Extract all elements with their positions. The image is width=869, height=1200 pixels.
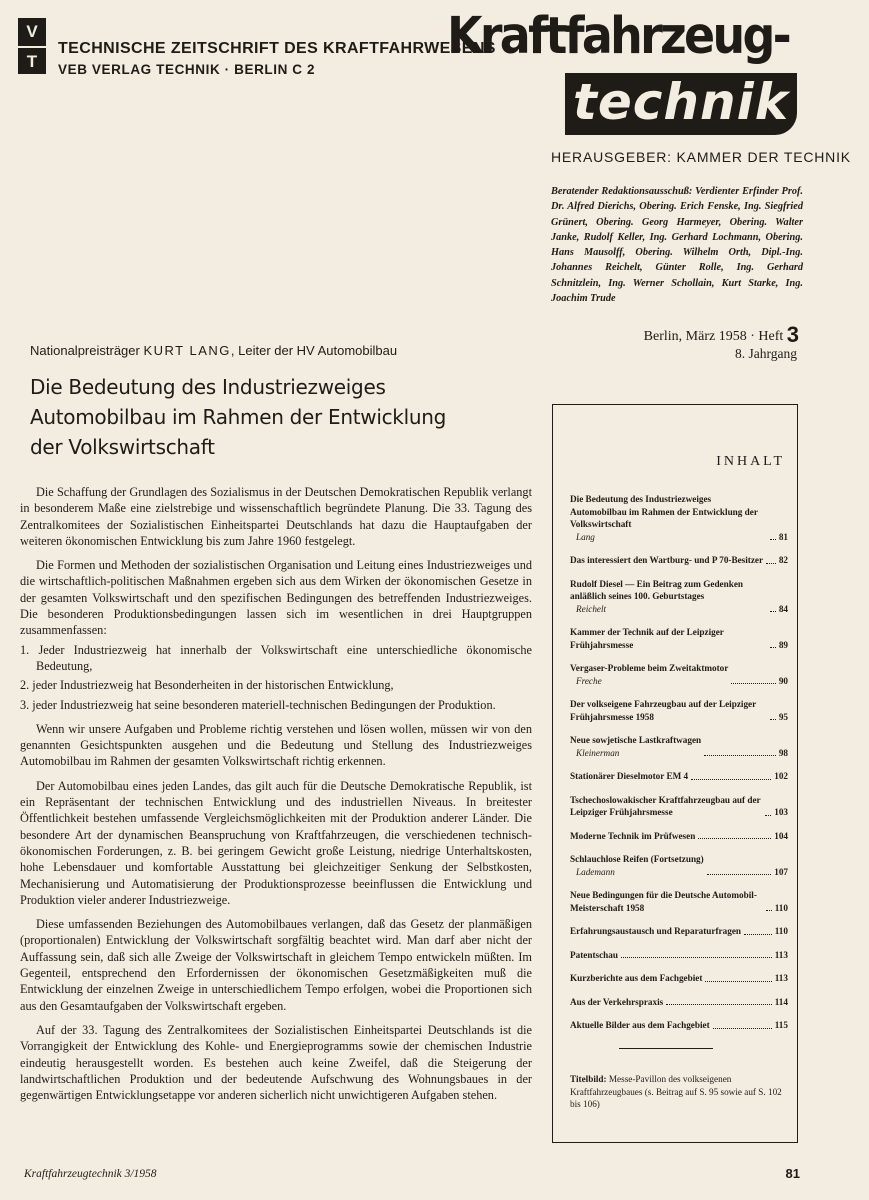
toc-entry-title: Neue Bedingungen für die Deutsche Automobil-Meisterschaft 1958 [570,890,757,913]
toc-leader-dots [713,1028,772,1029]
toc-entry-title: Aktuelle Bilder aus dem Fachgebiet [570,1020,710,1030]
toc-entry-text [570,554,763,567]
toc-entry-text [570,925,741,938]
paragraph: Wenn wir unsere Aufgaben und Probleme richtig verstehen und lösen wollen, müssen wir von den genannten Gesichtspunkten ausgehen und die Bedeutung und Stellung des Industriezweiges Automobilbau im Rahmen der gesamten Volkswirtschaft richtig erkennen. [20,721,532,769]
toc-entry-text [570,889,763,914]
publisher-logo [18,18,46,74]
toc-entry-author: Reichelt [576,603,607,614]
toc-entry-page: 90 [778,675,788,686]
toc-entry-title: Rudolf Diesel — Ein Beitrag zum Gedenken anläßlich seines 100. Geburtstages [570,578,744,601]
toc-leader-dots [666,1004,771,1005]
toc-entry-page: 82 [778,555,788,565]
table-of-contents [552,404,798,1143]
toc-leader-dots [731,683,775,684]
article-body [20,484,532,1111]
toc-leader-dots [705,981,771,982]
paragraph: Die Schaffung der Grundlagen des Sozialismus in der Deutschen Demokratischen Republik verlangt in besonderem Maße eine zielstrebige und wissenschaftlich begründete Planung. Die 33. Tagung des Zentralkomitees der Sozialistischen Einheitspartei Deutschlands hat dazu die Hauptaufgaben der weiteren ökonomischen Entwicklung bis zum Jahre 1960 festgelegt. [20,485,532,548]
toc-entry-row [570,794,788,819]
editorial-committee: Beratender Redaktionsausschuß: Verdienter Erfinder Prof. Dr. Alfred Dierichs, Obering. Erich Fenske, Ing. Siegfried Grünert, Obering. Georg Harmeyer, Obering. Walter Janke, Rudolf Keller, Ing. Gerhard Lochmann, Obering. Hans Mausolff, Obering. Wilhelm Orth, Dipl.-Ing. Johannes Reichelt, Günter Rolle, Ing. Gerhard Schnitzlein, Ing. Werner Schollain, Kurt Starke, Ing. Joachim Trude [551,186,803,305]
herausgeber-line: HERAUSGEBER: KAMMER DER TECHNIK [551,149,851,165]
toc-entry-row [570,662,788,687]
toc-entry [570,493,788,543]
toc-entry-title: Neue sowjetische Lastkraftwagen [570,735,702,745]
toc-entry [570,830,788,843]
toc-entry [570,889,788,914]
toc-entry-page: 115 [774,1020,788,1030]
author-suffix: , Leiter der HV Automobilbau [230,343,398,358]
toc-entry-row [570,734,788,759]
title-line: Automobilbau im Rahmen der Entwicklung [30,405,446,429]
toc-entry-text [570,853,704,878]
toc-entry-page: 84 [778,603,788,614]
toc-entry-title: Der volkseigene Fahrzeugbau auf der Leipziger Frühjahrsmesse 1958 [570,699,757,722]
toc-entry-text [570,662,728,687]
paragraph: Diese umfassenden Beziehungen des Automobilbaues verlangen, daß das Gesetz der planmäßigen (proportionalen) Entwicklung der Volkswirtschaft sorgfältig beachtet wird. Man darf aber nicht der Auffassung sein, daß sich alle Zweige der Volkswirtschaft in gleichem Tempo entwickeln müßten. Im Gegenteil, entsprechend den Erfordernissen der ökonomischen Gesetzmäßigkeiten muß die Entwicklung der einzelnen Zweige in unterschiedlichem Tempo erfolgen, wobei die Proportionen sich aus den Gesamtaufgaben der Volkswirtschaft ergeben. [20,917,532,1013]
toc-entry-row [570,830,788,843]
toc-entry-row [570,578,788,616]
author-name: KURT LANG [143,343,231,358]
masthead-subtitle: technik [565,73,797,135]
toc-leader-dots [766,563,776,564]
toc-entry-title: Stationärer Dieselmotor EM 4 [570,771,689,781]
logo-letter-top: V [26,22,38,41]
issue-number: 3 [786,322,799,347]
toc-entry-page: 107 [774,866,788,877]
toc-entry [570,853,788,878]
logo-letter-bottom: T [18,46,46,76]
toc-entry-title: Aus der Verkehrspraxis [570,996,664,1007]
toc-entry-text [570,578,767,616]
toc-entry-text [570,1019,710,1032]
toc-entry-page: 89 [778,639,788,650]
toc-entry-title: Die Bedeutung des Industriezweiges Automobilbau im Rahmen der Entwicklung der Volkswirtschaft [570,494,758,529]
toc-entry-row [570,1019,788,1032]
toc-entry-row [570,493,788,543]
toc-leader-dots [770,719,776,720]
toc-heading: INHALT [716,454,785,469]
toc-entry-row [570,554,788,567]
toc-entry-title: Schlauchlose Reifen (Fortsetzung) [570,854,704,864]
toc-entry-text [570,972,702,985]
toc-entry-text [570,830,695,843]
volume-year: 8. Jahrgang [735,346,797,361]
toc-entry-page: 114 [774,996,788,1007]
issue-dateline [551,322,799,348]
toc-entry [570,626,788,651]
toc-entry-title: Das interessiert den Wartburg- und P 70-Besitzer [570,555,764,565]
toc-leader-dots [765,815,771,816]
toc-leader-dots [770,611,776,612]
toc-entry-page: 110 [774,902,788,913]
article-title [30,372,530,462]
toc-entry-title: Patentschau [570,949,618,960]
publication-name: TECHNISCHE ZEITSCHRIFT DES KRAFTFAHRWESENS [58,40,496,57]
toc-entry-text [570,493,767,543]
toc-entry-row [570,853,788,878]
toc-entry-page: 102 [774,771,788,781]
toc-leader-dots [621,957,772,958]
toc-leader-dots [691,779,771,780]
toc-entry-row [570,698,788,723]
footer-journal: Kraftfahrzeugtechnik 3/1958 [24,1168,157,1180]
toc-entry-title: Tschechoslowakischer Kraftfahrzeugbau auf der Leipziger Frühjahrsmesse [570,794,761,817]
toc-entry [570,996,788,1009]
toc-entry-author: Freche [576,675,602,686]
toc-entry-author: Lang [576,531,595,542]
issue-date: Berlin, März 1958 · Heft [643,329,784,344]
toc-entry [570,794,788,819]
toc-entry-row [570,949,788,962]
paragraph: Der Automobilbau eines jeden Landes, das gilt auch für die Deutsche Demokratische Republik, ist ein Repräsentant der technischen Entwicklung und des industriellen Niveaus. In breitester Öffentlichkeit bestehen umfassende Vergleichsmöglichkeiten mit der Produktion anderer Länder. Die besondere Art der dynamischen Beanspruchung von Kraftfahrzeugen, die verschiedenen technisch-ökonomischen Forderungen, z. B. bei geringem Gewicht große Leistung, niedrige Unterhaltskosten, hohe Lebensdauer und komfortable Ausstattung bei gleichzeitiger Senkung der Selbstkosten, Mechanisierung und Automatisierung der Produktionsprozesse beeinflussen die Entwicklung und Produktion vieler anderer Industriezweige. [20,778,532,907]
cover-caption-label: Titelbild: [570,1074,607,1084]
toc-entry-page: 104 [774,830,788,841]
toc-leader-dots [770,539,776,540]
toc-leader-dots [707,874,772,875]
toc-leader-dots [744,934,772,935]
list-item: 3. jeder Industriezweig hat seine besonderen materiell-technischen Bedingungen der Produktion. [20,697,496,712]
toc-entry [570,925,788,938]
toc-entry [570,662,788,687]
toc-entry [570,698,788,723]
toc-entry-row [570,889,788,914]
title-line: Die Bedeutung des Industriezweiges [30,375,386,399]
toc-entry-title: Moderne Technik im Prüfwesen [570,830,696,841]
toc-leader-dots [770,647,776,648]
page-number: 81 [785,1166,800,1181]
toc-leader-dots [698,838,771,839]
toc-entry-text [570,698,767,723]
toc-entry-text [570,734,701,759]
author-prefix: Nationalpreisträger [30,343,140,358]
toc-entry [570,578,788,616]
toc-entry-page: 103 [774,807,788,817]
publisher-address: VEB VERLAG TECHNIK · BERLIN C 2 [58,62,316,77]
toc-entry-text [570,949,618,962]
toc-entry [570,734,788,759]
paragraph: Auf der 33. Tagung des Zentralkomitees der Sozialistischen Einheitspartei Deutschlands ist die Vorrangigkeit der Entwicklung des Kohle- und Energieprogramms sowie der chemischen Industrie eindeutig herausgestellt worden. Es bestehen auch keine Zweifel, daß die Steigerung der landwirtschaftlichen Produktion und der bedeutende Aufschwung des Wohnungsbaues in der gegenwärtigen Entwicklungsetappe vor anderen sicherlich nicht unwichtigeren Aufgaben stehen. [20,1022,532,1103]
toc-entry-text [570,770,688,783]
toc-entry-row [570,996,788,1009]
toc-entry [570,554,788,567]
masthead-title: Kraftfahrzeug- [447,7,789,66]
toc-entry-page: 98 [778,747,788,758]
article-author [30,343,397,358]
toc-entry-title: Kurzberichte aus dem Fachgebiet [570,973,703,983]
toc-entry [570,949,788,962]
toc-entry-page: 81 [778,531,788,542]
title-line: der Volkswirtschaft [30,435,215,459]
toc-entry-text [570,996,663,1009]
toc-entry [570,972,788,985]
list-item: 1. Jeder Industriezweig hat innerhalb der Volkswirtschaft eine unterschiedliche ökonomische Bedeutung, [20,642,532,673]
toc-entry-author: Kleinerman [576,747,620,758]
toc-entry-page: 95 [778,711,788,722]
toc-entry-title: Kammer der Technik auf der Leipziger Frühjahrsmesse [570,627,724,650]
toc-leader-dots [766,910,772,911]
toc-entry-page: 113 [774,973,788,983]
toc-leader-dots [704,755,776,756]
toc-entry-row [570,925,788,938]
toc-entry-page: 113 [774,949,788,960]
toc-entry-title: Erfahrungsaustausch und Reparaturfragen [570,926,742,936]
toc-entry-row [570,626,788,651]
toc-entry-text [570,626,767,651]
cover-caption-text: Messe-Pavillon des volkseigenen Kraftfahrzeugbaues (s. Beitrag auf S. 95 sowie auf S. 102 bis 106) [570,1074,782,1109]
toc-entry [570,770,788,783]
toc-entry-text [570,794,762,819]
cover-caption [570,1073,788,1111]
toc-list [570,493,788,1043]
toc-entry-author: Lademann [576,866,615,877]
paragraph: Die Formen und Methoden der sozialistischen Organisation und Leitung eines Industriezweiges und die wirtschaftlich-politischen Maßnahmen ergeben sich aus dem Wirken der ökonomischen Gesetze in der gesamten Volkswirtschaft und den spezifischen Bedingungen des betreffenden Industriezweiges. Die besonderen Produktionsbedingungen lassen sich im wesentlichen in drei Hauptgruppen zusammenfassen: [20,558,532,638]
toc-entry [570,1019,788,1032]
toc-entry-page: 110 [774,926,788,936]
list-item: 2. jeder Industriezweig hat Besonderheiten in der historischen Entwicklung, [20,678,394,693]
toc-divider [619,1048,713,1049]
toc-entry-row [570,770,788,783]
toc-entry-title: Vergaser-Probleme beim Zweitaktmotor [570,663,729,673]
toc-entry-row [570,972,788,985]
